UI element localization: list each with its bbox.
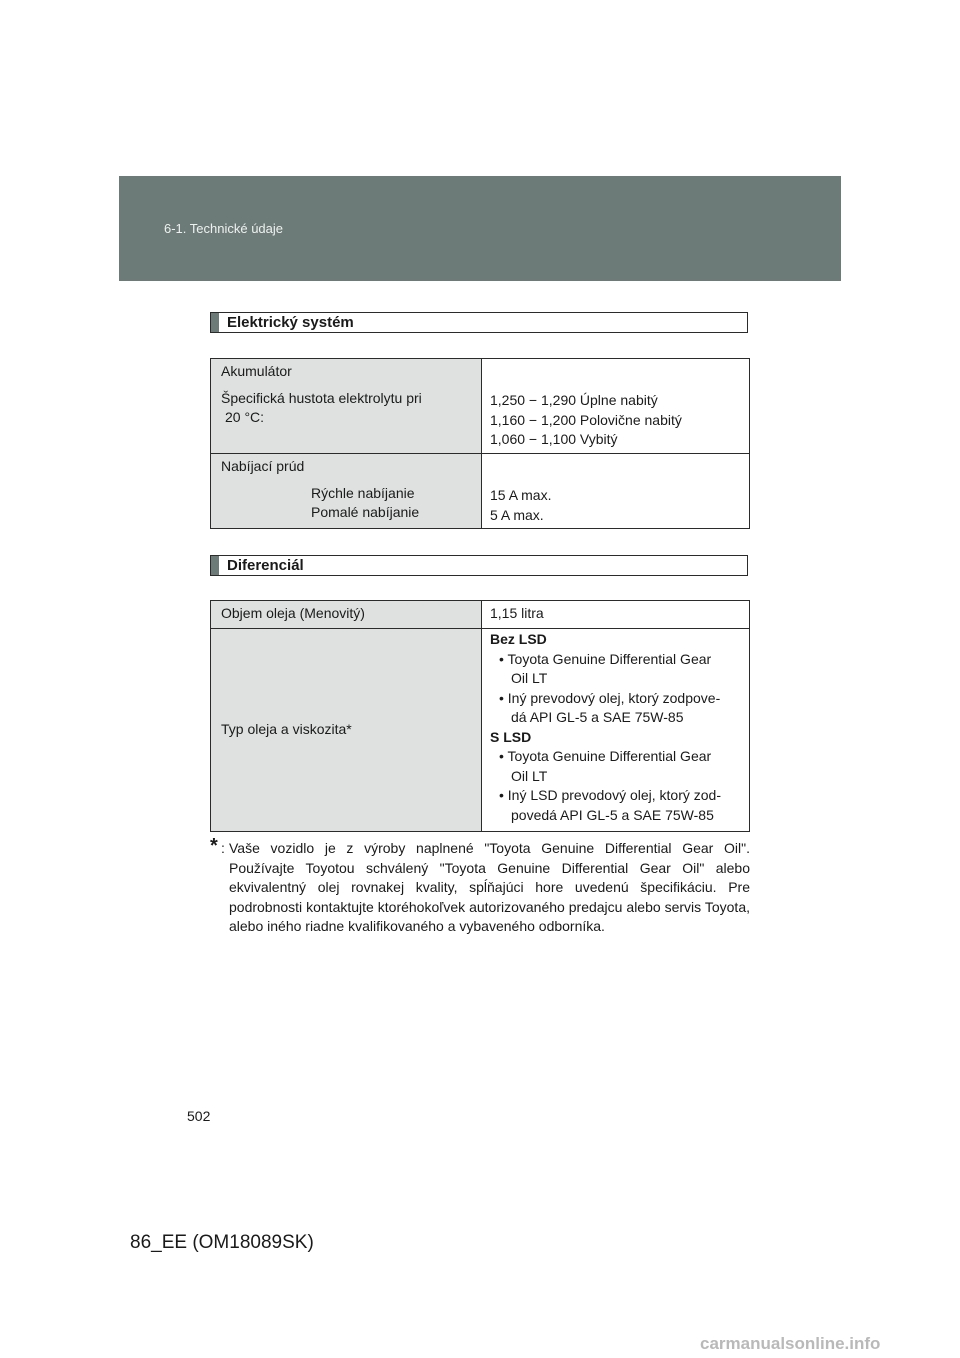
breadcrumb: 6-1. Technické údaje xyxy=(164,221,284,236)
no-lsd-oil-other-cont: dá API GL-5 a SAE 75W-85 xyxy=(511,709,684,725)
fast-charge-value: 15 A max. xyxy=(490,487,552,503)
gravity-value-discharged: 1,060 − 1,100 Vybitý xyxy=(490,431,618,447)
footnote xyxy=(210,835,750,937)
battery-label-cell xyxy=(211,359,482,454)
gravity-label: Špecifická hustota elektrolytu pri xyxy=(221,389,422,406)
capacity-label-cell xyxy=(211,601,482,629)
watermark: carmanualsonline.info xyxy=(700,1334,881,1353)
header-band xyxy=(119,176,841,281)
oil-type-label-cell xyxy=(211,629,482,832)
section-marker xyxy=(211,313,219,332)
battery-label: Akumulátor xyxy=(221,363,292,379)
charging-values-cell xyxy=(482,454,750,529)
no-lsd-oil-other: • Iný prevodový olej, ktorý zodpove- xyxy=(499,689,721,706)
differential-spec-table xyxy=(210,600,750,832)
table-row-capacity xyxy=(211,601,750,629)
lsd-oil-other: • Iný LSD prevodový olej, ktorý zod- xyxy=(499,787,721,803)
footnote-marker: * xyxy=(210,835,218,857)
section-title-text: Diferenciál xyxy=(227,557,304,574)
fast-charge-label: Rýchle nabíjanie xyxy=(311,484,415,501)
slow-charge-label: Pomalé nabíjanie xyxy=(311,504,420,520)
lsd-oil-other-cont: povedá API GL-5 a SAE 75W-85 xyxy=(511,806,714,823)
footnote-colon: : xyxy=(221,840,225,856)
section-title-text: Elektrický systém xyxy=(227,314,354,331)
table-row-charging xyxy=(211,454,750,529)
lsd-oil-genuine: • Toyota Genuine Differential Gear xyxy=(499,748,712,764)
section-title-electrical xyxy=(210,312,748,333)
no-lsd-oil-genuine-cont: Oil LT xyxy=(511,670,548,686)
section-title-differential xyxy=(210,555,748,576)
oil-type-label: Typ oleja a viskozita* xyxy=(221,721,352,738)
gravity-value-full: 1,250 − 1,290 Úplne nabitý xyxy=(490,392,658,408)
page-number: 502 xyxy=(187,1108,211,1124)
capacity-value: 1,15 litra xyxy=(490,605,544,621)
table-row-oil-type xyxy=(211,629,750,832)
capacity-label: Objem oleja (Menovitý) xyxy=(221,605,365,621)
document-code: 86_EE (OM18089SK) xyxy=(130,1232,314,1253)
slow-charge-value: 5 A max. xyxy=(490,506,544,523)
no-lsd-heading: Bez LSD xyxy=(490,631,547,647)
charging-label-cell xyxy=(211,454,482,529)
oil-type-value-cell xyxy=(482,629,750,832)
gravity-value-half: 1,160 − 1,200 Polovične nabitý xyxy=(490,411,682,428)
no-lsd-oil-genuine: • Toyota Genuine Differential Gear xyxy=(499,650,712,667)
capacity-value-cell xyxy=(482,601,750,629)
gravity-temp: 20 °C: xyxy=(225,409,265,425)
footnote-text: Vaše vozidlo je z výroby naplnené "Toyota Genuine Differential Gear Oil". Používajte Toyotou schválený "Toyota Genuine Differential Gear Oil" alebo ekvivalentný olej rovnakej kvality, spĺňajúci hore uvedenú špecifikáciu. Pre podrobnosti kontaktujte ktoréhokoľvek autorizovaného predajcu alebo servis Toyota, alebo iného riadne kvalifikovaného a vybaveného odborníka. xyxy=(229,840,750,934)
charging-label: Nabíjací prúd xyxy=(221,458,305,474)
lsd-heading: S LSD xyxy=(490,728,532,745)
lsd-oil-genuine-cont: Oil LT xyxy=(511,767,548,784)
electrical-spec-table xyxy=(210,358,750,529)
table-row-battery xyxy=(211,359,750,454)
section-marker xyxy=(211,556,219,575)
gravity-values-cell xyxy=(482,359,750,454)
